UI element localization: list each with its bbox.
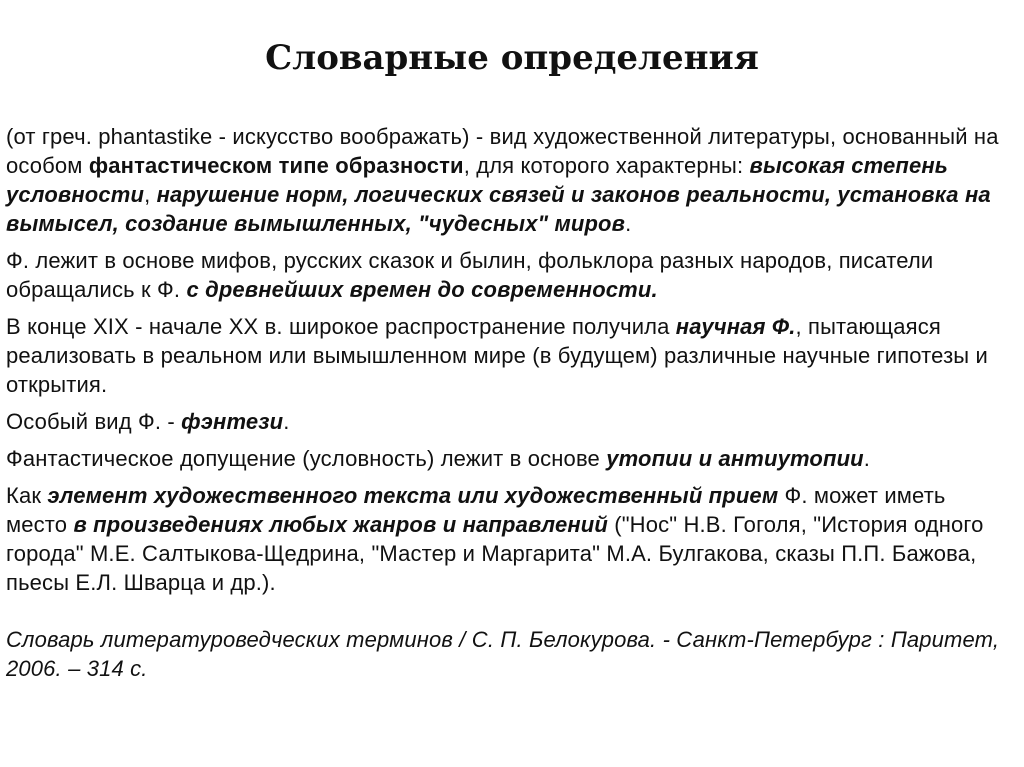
emphasis-text: нарушение норм, логических связей и законов реальности, установка на вымысел, создание вымышленных, "чудесных" миров (6, 182, 991, 236)
fantasy-paragraph (6, 407, 1006, 436)
literary-device-paragraph (6, 481, 1006, 597)
text-run: . (863, 446, 871, 471)
text-run: Ф. лежит в основе мифов, русских сказок и былин, фольклора разных народов, писатели обращались к Ф. (6, 248, 934, 302)
science-fiction-paragraph (6, 312, 1006, 399)
definition-paragraph (6, 122, 1006, 238)
text-run: , для которого характерны: (463, 153, 750, 178)
text-run: , (144, 182, 157, 207)
text-run: . (625, 211, 632, 236)
text-run: Ф. может иметь место (6, 483, 946, 537)
emphasis-text: в произведениях любых жанров и направлений (73, 512, 608, 537)
source-citation: Словарь литературоведческих терминов / С. П. Белокурова. - Санкт-Петербург : Паритет, 2006. – 314 с. (6, 627, 1000, 681)
emphasis-text: с древнейших времен до современности. (186, 277, 658, 302)
slide-body (6, 122, 1006, 691)
text-run: , пытающаяся реализовать в реальном или вымышленном мире (в будущем) различные научные гипотезы и открытия. (6, 314, 988, 397)
emphasis-text: утопии и антиутопии (606, 446, 864, 471)
utopia-paragraph (6, 444, 1006, 473)
text-run: Особый вид Ф. - (6, 409, 182, 434)
emphasis-text: фантастическом типе образности (88, 153, 464, 178)
text-run: (от греч. phantastike - искусство воображать) - вид художественной литературы, основанный на особом (6, 124, 999, 178)
emphasis-text: фэнтези (181, 409, 284, 434)
slide-title: Словарные определения (265, 38, 759, 78)
emphasis-text: научная Ф. (675, 314, 796, 339)
text-run: Как (6, 483, 48, 508)
emphasis-text: высокая степень условности (6, 153, 949, 207)
emphasis-text: элемент художественного текста или художественный прием (47, 483, 779, 508)
text-run: ("Нос" Н.В. Гоголя, "История одного города" М.Е. Салтыкова-Щедрина, "Мастер и Маргарита" М.А. Булгакова, сказы П.П. Бажова, пьесы Е.Л. Шварца и др.). (6, 512, 984, 595)
text-run: Фантастическое допущение (условность) лежит в основе (6, 446, 607, 471)
folklore-paragraph (6, 246, 1006, 304)
text-run: . (283, 409, 290, 434)
text-run: В конце XIX - начале XX в. широкое распространение получила (6, 314, 676, 339)
